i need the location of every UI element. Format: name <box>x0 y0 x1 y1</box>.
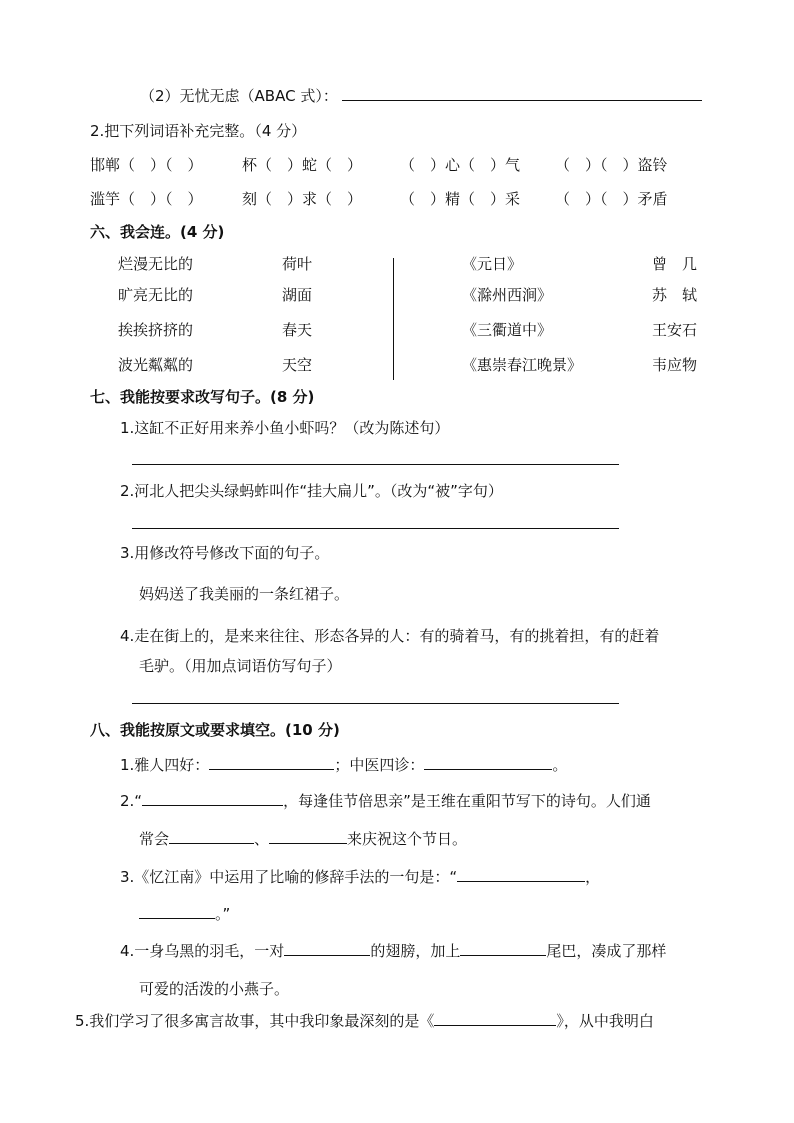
fill-q1-text-b: ；中医四诊： <box>334 756 425 774</box>
fill-q3-line1 <box>120 867 600 887</box>
idiom-row1-item4[interactable]: （ ）（ ）盗铃 <box>555 156 668 174</box>
idiom-row1-item2[interactable]: 杯（ ）蛇（ ） <box>242 156 363 174</box>
fill-q3-blank1[interactable] <box>457 867 585 882</box>
fill-q4-text-b: 的翅膀，加上 <box>370 942 461 960</box>
rewrite-q3-sentence[interactable]: 妈妈送了我美丽的一条红裙子。 <box>139 585 350 603</box>
rewrite-q2: 2.河北人把尖头绿蚂蚱叫作“挂大扁儿”。（改为“被”字句） <box>120 482 503 500</box>
fill-q4-text-c: 尾巴，凑成了那样 <box>546 942 667 960</box>
rewrite-q1: 1.这缸不正好用来养小鱼小虾吗？（改为陈述句） <box>120 419 450 437</box>
match-noun[interactable]: 湖面 <box>282 286 313 304</box>
fill-q1-blank1[interactable] <box>209 755 334 770</box>
abac-question <box>140 86 338 106</box>
fill-q4-line2: 可爱的活泼的小燕子。 <box>139 980 290 998</box>
match-poet[interactable]: 王安石 <box>652 321 698 339</box>
abac-answer-line[interactable] <box>342 100 702 101</box>
idiom-row2-item3[interactable]: （ ）精（ ）采 <box>400 190 521 208</box>
fill-q4-text-a: 4.一身乌黑的羽毛，一对 <box>120 942 285 960</box>
match-noun[interactable]: 春天 <box>282 321 313 339</box>
match-left-word[interactable]: 烂漫无比的 <box>118 255 194 273</box>
fill-q3-text-b: ， <box>585 868 601 886</box>
fill-q2-blank1[interactable] <box>142 791 283 806</box>
fill-q5 <box>75 1011 654 1031</box>
match-poet[interactable]: 韦应物 <box>652 356 698 374</box>
idiom-row1-item3[interactable]: （ ）心（ ）气 <box>400 156 521 174</box>
match-noun[interactable]: 天空 <box>282 356 313 374</box>
match-poem[interactable]: 《三衢道中》 <box>462 321 553 339</box>
idiom-row2-item4[interactable]: （ ）（ ）矛盾 <box>555 190 668 208</box>
fill-q2-blank3[interactable] <box>269 829 347 844</box>
fill-q2-text-e: 来庆祝这个节日。 <box>347 830 468 848</box>
idiom-row2-item2[interactable]: 刻（ ）求（ ） <box>242 190 363 208</box>
fill-q2-blank2[interactable] <box>169 829 254 844</box>
match-left-word[interactable]: 波光粼粼的 <box>118 356 194 374</box>
section6-title: 六、我会连。(4 分) <box>90 223 225 241</box>
fill-q2-text-a: 2.“ <box>120 792 143 810</box>
fill-q3-text-c: 。” <box>215 905 231 923</box>
fill-q1-text-a: 1.雅人四好： <box>120 756 210 774</box>
match-left-word[interactable]: 旷亮无比的 <box>118 286 194 304</box>
match-poem[interactable]: 《元日》 <box>462 255 523 273</box>
match-left-word[interactable]: 挨挨挤挤的 <box>118 321 194 339</box>
fill-q3-text-a: 3.《忆江南》中运用了比喻的修辞手法的一句是：“ <box>120 868 458 886</box>
idiom-question-title: 2.把下列词语补充完整。（4 分） <box>90 122 307 140</box>
fill-q2-line1 <box>120 791 651 811</box>
section8-title: 八、我能按原文或要求填空。(10 分) <box>90 721 340 739</box>
match-poet[interactable]: 苏 轼 <box>652 286 698 304</box>
section7-title: 七、我能按要求改写句子。(8 分) <box>90 388 315 406</box>
fill-q1-blank2[interactable] <box>424 755 552 770</box>
fill-q4-blank1[interactable] <box>284 941 370 956</box>
abac-prefix: （2）无忧无虑（ABAC 式）： <box>140 87 338 105</box>
fill-q1 <box>120 755 567 775</box>
match-noun[interactable]: 荷叶 <box>282 255 313 273</box>
rewrite-q4-answer-line[interactable] <box>132 703 619 704</box>
fill-q2-line2 <box>139 829 467 849</box>
idiom-row2-item1[interactable]: 滥竽（ ）（ ） <box>90 190 203 208</box>
rewrite-q4-line1: 4.走在街上的，是来来往往、形态各异的人：有的骑着马，有的挑着担，有的赶着 <box>120 627 660 645</box>
rewrite-q2-answer-line[interactable] <box>132 528 619 529</box>
fill-q1-text-c: 。 <box>552 756 568 774</box>
rewrite-q1-answer-line[interactable] <box>132 464 619 465</box>
fill-q4-line1 <box>120 941 666 961</box>
fill-q3-blank2[interactable] <box>139 904 215 919</box>
fill-q5-blank[interactable] <box>434 1011 556 1026</box>
match-poem[interactable]: 《滁州西涧》 <box>462 286 553 304</box>
fill-q5-text-a: 5.我们学习了很多寓言故事，其中我印象最深刻的是《 <box>75 1012 435 1030</box>
rewrite-q3: 3.用修改符号修改下面的句子。 <box>120 544 330 562</box>
match-divider <box>393 258 394 380</box>
fill-q5-text-b: 》，从中我明白 <box>556 1012 654 1030</box>
match-poet[interactable]: 曾 几 <box>652 255 698 273</box>
rewrite-q4-line2: 毛驴。（用加点词语仿写句子） <box>139 657 342 675</box>
fill-q2-text-d: 、 <box>254 830 270 848</box>
fill-q4-blank2[interactable] <box>460 941 546 956</box>
fill-q2-text-c: 常会 <box>139 830 170 848</box>
fill-q3-line2 <box>139 904 230 924</box>
fill-q2-text-b: ，每逢佳节倍思亲”是王维在重阳节写下的诗句。人们通 <box>283 792 651 810</box>
match-poem[interactable]: 《惠崇春江晚景》 <box>462 356 583 374</box>
idiom-row1-item1[interactable]: 邯郸（ ）（ ） <box>90 156 203 174</box>
